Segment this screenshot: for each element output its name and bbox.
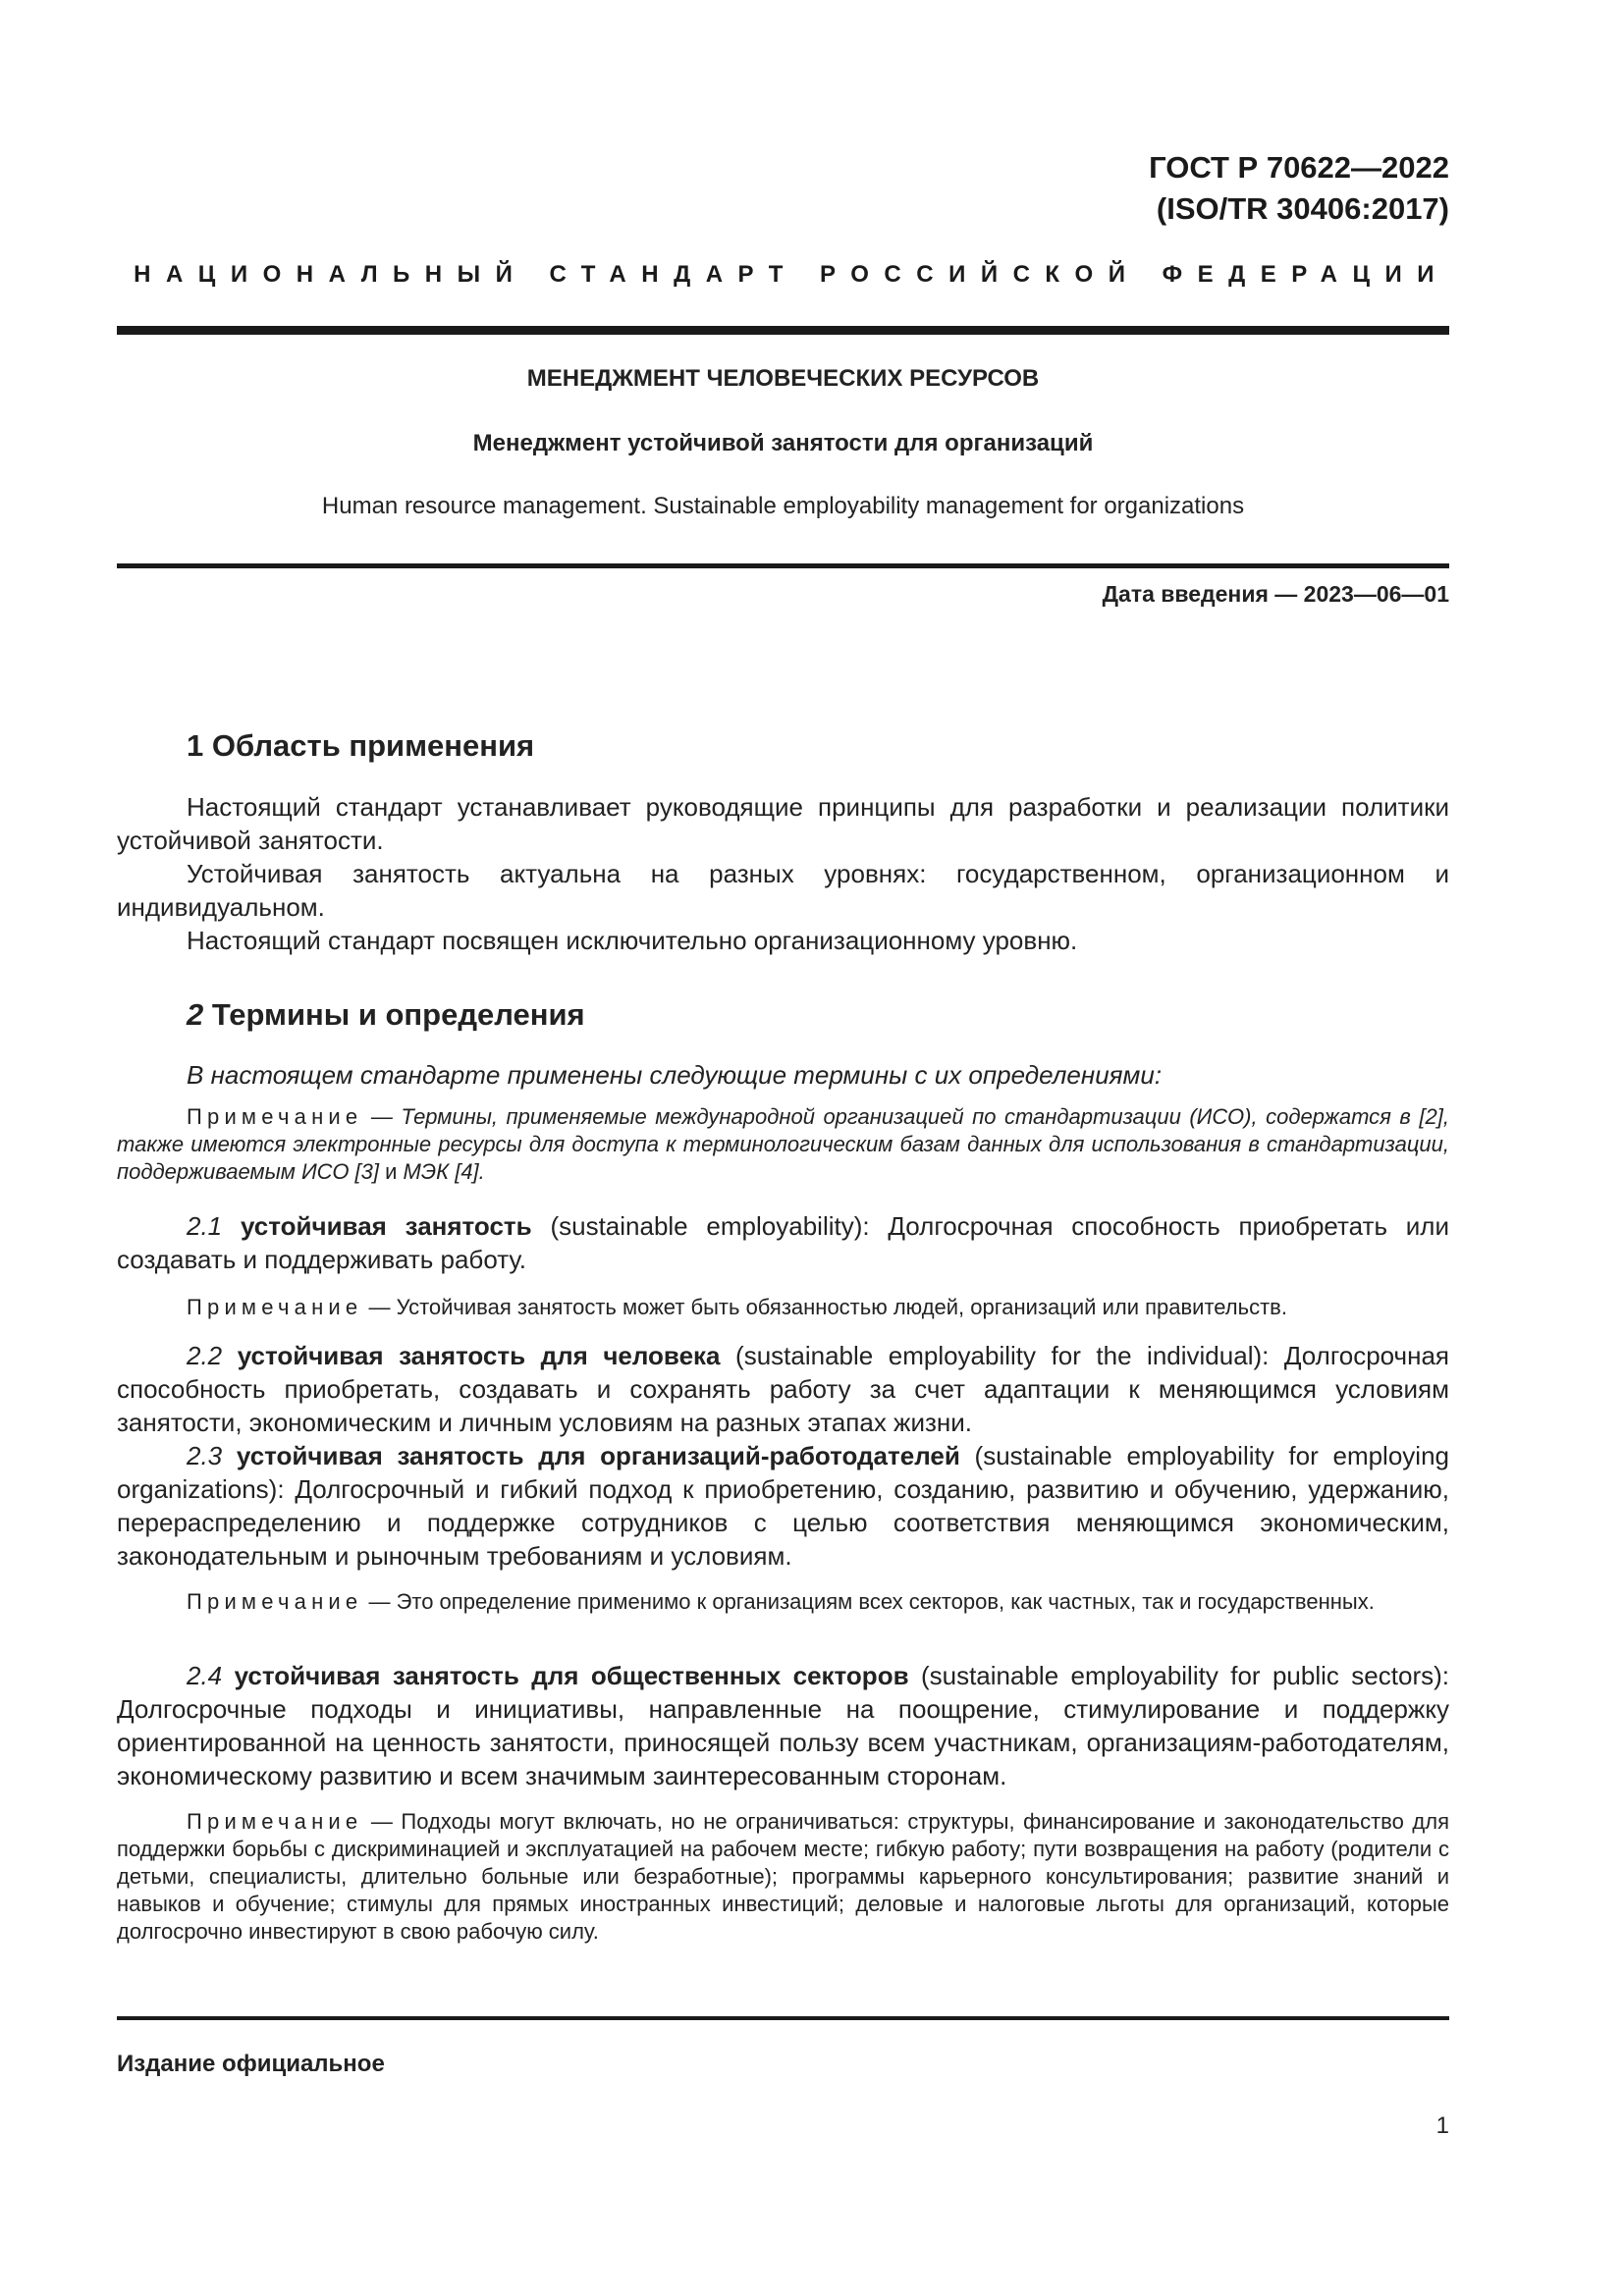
subtitle-ru: Менеджмент устойчивой занятости для организаций	[472, 430, 1094, 456]
note-text: — Термины, применяемые международной организацией по стандартизации (ИСО), содержатся в [2], также имеются электронные ресурсы для доступа к терминологическим базам данных для использования в стандартизации, поддерживаемым ИСО [3]	[117, 1104, 1449, 1184]
top-divider	[117, 326, 1449, 335]
term-name: устойчивая занятость для организаций-работодателей	[236, 1441, 960, 1470]
term-definition	[117, 1339, 1449, 1439]
note-text-connector: и	[379, 1159, 404, 1184]
section-2-heading	[187, 997, 585, 1033]
title-en: Human resource management. Sustainable employability management for organizations	[321, 493, 1245, 519]
section-2-number: 2	[187, 997, 204, 1032]
note-text-end: МЭК [4].	[403, 1159, 485, 1184]
term-number: 2.1	[187, 1211, 223, 1241]
term-definition	[117, 1439, 1449, 1573]
note-label: Примечание	[187, 1809, 363, 1834]
term-definition	[117, 1659, 1449, 1792]
section-2-intro: В настоящем стандарте применены следующие термины с их определениями:	[187, 1060, 1163, 1090]
term-name: устойчивая занятость	[240, 1211, 532, 1241]
title-divider	[117, 563, 1449, 568]
term-definition-text: (sustainable employability): Долгосрочная способность приобретать или создавать и поддерживать работу.	[117, 1211, 1449, 1274]
section-1-paragraph: Настоящий стандарт устанавливает руководящие принципы для разработки и реализации политики устойчивой занятости.	[117, 792, 1449, 855]
term-number: 2.4	[187, 1661, 223, 1690]
note-terminology	[117, 1103, 1449, 1186]
section-2-title: Термины и определения	[203, 997, 585, 1032]
standard-type-banner: НАЦИОНАЛЬНЫЙ СТАНДАРТ РОССИЙСКОЙ ФЕДЕРАЦИИ	[134, 261, 1449, 288]
term-definition-text: (sustainable employability for employing organizations): Долгосрочный и гибкий подход к приобретению, созданию, развитию и обучению, удержанию, перераспределению и поддержке сотрудников с целью соответствия меняющимся экономическим, законодательным и рыночным требованиям и условиям.	[117, 1441, 1449, 1571]
term-name: устойчивая занятость для человека	[237, 1341, 721, 1370]
title-ru: МЕНЕДЖМЕНТ ЧЕЛОВЕЧЕСКИХ РЕСУРСОВ	[526, 365, 1040, 392]
term-definition-text: (sustainable employability for public sectors): Долгосрочные подходы и инициативы, направленные на поощрение, стимулирование и поддержку ориентированной на ценность занятости, приносящей пользу всем участникам, организациям-работодателям, экономическому развитию и всем значимым заинтересованным сторонам.	[117, 1661, 1449, 1790]
gost-code	[982, 147, 1449, 230]
official-edition-label: Издание официальное	[117, 2051, 385, 2077]
page-number: 1	[1435, 2112, 1449, 2139]
term-note	[117, 1808, 1449, 1946]
term-definition-text: (sustainable employability for the individual): Долгосрочная способность приобретать, создавать и сохранять работу за счет адаптации к меняющимся условиям занятости, экономическим и личным условиям на разных этапах жизни.	[117, 1341, 1449, 1437]
gost-number: ГОСТ Р 70622—2022	[1149, 150, 1449, 185]
note-text: — Подходы могут включать, но не ограничиваться: структуры, финансирование и законодательство для поддержки борьбы с дискриминацией и эксплуатацией на рабочем месте; гибкую работу; пути возвращения на работу (родители с детьми, специалисты, длительно больные или безработные); программы карьерного консультирования; развитие знаний и навыков и обучение; стимулы для прямых иностранных инвестиций; деловые и налоговые льготы для организаций, которые долгосрочно инвестируют в свою рабочую силу.	[117, 1809, 1449, 1944]
note-label: Примечание	[187, 1589, 363, 1614]
note-text: — Это определение применимо к организациям всех секторов, как частных, так и государственных.	[362, 1589, 1375, 1614]
section-1-paragraph: Устойчивая занятость актуальна на разных уровнях: государственном, организационном и индивидуальном.	[117, 859, 1449, 922]
note-text: — Устойчивая занятость может быть обязанностью людей, организаций или правительств.	[362, 1295, 1287, 1319]
term-name: устойчивая занятость для общественных секторов	[234, 1661, 909, 1690]
term-definition	[117, 1209, 1449, 1276]
section-1-paragraph: Настоящий стандарт посвящен исключительно организационному уровню.	[187, 926, 1078, 955]
section-1-heading: 1 Область применения	[187, 728, 535, 763]
iso-number: (ISO/TR 30406:2017)	[1156, 191, 1449, 226]
term-number: 2.2	[187, 1341, 223, 1370]
note-label: Примечание	[187, 1104, 363, 1129]
term-number: 2.3	[187, 1441, 223, 1470]
date-introduced: Дата введения — 2023—06—01	[1102, 581, 1449, 607]
term-note	[117, 1588, 1449, 1616]
term-note	[117, 1294, 1449, 1321]
footer-divider	[117, 2016, 1449, 2020]
note-label: Примечание	[187, 1295, 363, 1319]
